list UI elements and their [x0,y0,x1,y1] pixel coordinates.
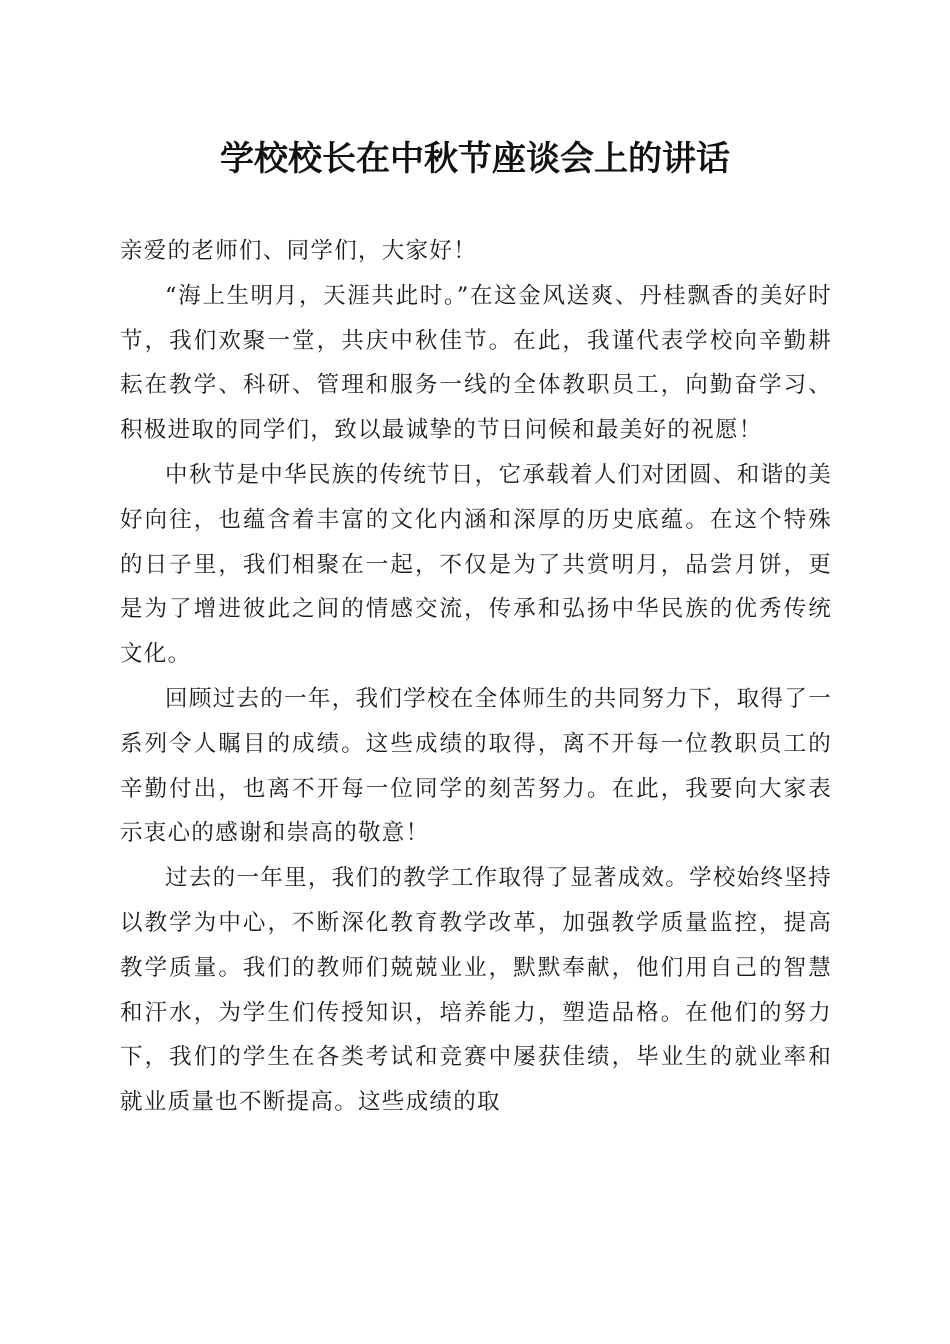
paragraph: 回顾过去的一年，我们学校在全体师生的共同努力下，取得了一系列令人瞩目的成绩。这些成绩的取得，离不开每一位教职员工的辛勤付出，也离不开每一位同学的刻苦努力。在此，我要向大家表示衷心的感谢和崇高的敬意！ [120,685,832,847]
paragraph: 中秋节是中华民族的传统节日，它承载着人们对团圆、和谐的美好向往，也蕴含着丰富的文化内涵和深厚的历史底蕴。在这个特殊的日子里，我们相聚在一起，不仅是为了共赏明月，品尝月饼，更是为了增进彼此之间的情感交流，传承和弘扬中华民族的优秀传统文化。 [120,461,832,668]
paragraph: “海上生明月，天涯共此时。”在这金风送爽、丹桂飘香的美好时节，我们欢聚一堂，共庆中秋佳节。在此，我谨代表学校向辛勤耕耘在教学、科研、管理和服务一线的全体教职员工，向勤奋学习、积极进取的同学们，致以最诚挚的节日问候和最美好的祝愿！ [120,282,832,444]
document-body [120,229,832,1125]
paragraph: 过去的一年里，我们的教学工作取得了显著成效。学校始终坚持以教学为中心，不断深化教育教学改革，加强教学质量监控，提高教学质量。我们的教师们兢兢业业，默默奉献，他们用自己的智慧和汗水，为学生们传授知识，培养能力，塑造品格。在他们的努力下，我们的学生在各类考试和竞赛中屡获佳绩，毕业生的就业率和就业质量也不断提高。这些成绩的取 [120,865,832,1116]
greeting-paragraph: 亲爱的老师们、同学们，大家好！ [120,238,478,264]
document-title: 学校校长在中秋节座谈会上的讲话 [220,139,730,179]
